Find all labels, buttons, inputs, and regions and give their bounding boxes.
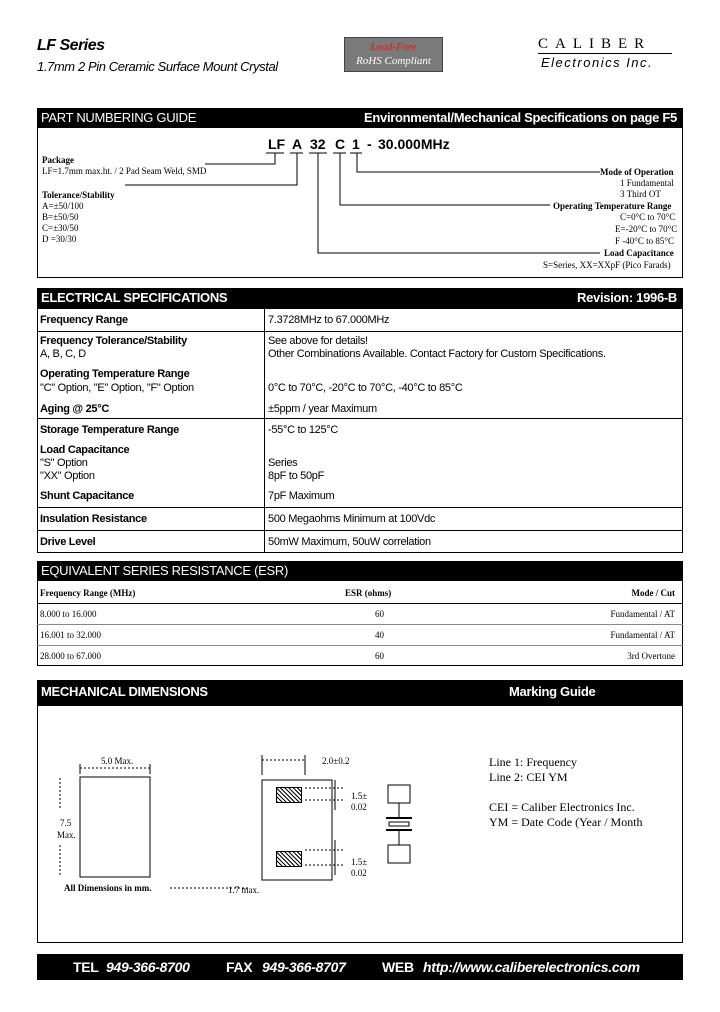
code-lf: LF xyxy=(268,136,286,152)
spec-row-insulation xyxy=(37,508,683,531)
series-subtitle: 1.7mm 2 Pin Ceramic Surface Mount Crystal xyxy=(37,59,278,74)
rohs-badge-line1: Lead-Free xyxy=(370,41,417,53)
marking-line: Line 2: CEI YM xyxy=(489,770,568,784)
dim-width: 5.0 Max. xyxy=(101,756,134,766)
spec-label: Load Capacitance xyxy=(40,444,130,456)
spec-sublabel: "C" Option, "E" Option, "F" Option xyxy=(40,382,194,394)
spec-row-drive xyxy=(37,531,683,552)
spec-label: Aging @ 25°C xyxy=(40,403,109,415)
mode-item: 3 Third OT xyxy=(620,189,661,199)
spec-value: 0°C to 70°C, -20°C to 70°C, -40°C to 85°C xyxy=(268,382,463,394)
esr-cell: 40 xyxy=(375,630,384,640)
spec-sublabel: A, B, C, D xyxy=(40,348,86,360)
package-label: Package xyxy=(42,155,74,165)
spec-value: 7.3728MHz to 67.000MHz xyxy=(268,314,390,326)
marking-title: Marking Guide xyxy=(509,684,596,699)
marking-line: YM = Date Code (Year / Month xyxy=(489,815,643,829)
dim-pad1: 1.5± xyxy=(351,791,368,801)
dim-note: All Dimensions in mm. xyxy=(64,883,152,893)
brand-logo: CALIBER xyxy=(538,36,652,52)
code-frequency: 30.000MHz xyxy=(378,136,450,152)
esr-title: EQUIVALENT SERIES RESISTANCE (ESR) xyxy=(41,563,288,578)
code-mode: C xyxy=(335,136,346,152)
table-row xyxy=(37,604,683,625)
tel-label: TEL xyxy=(73,959,99,975)
esr-bar xyxy=(37,561,683,581)
dim-pad2: 0.02 xyxy=(351,868,367,878)
fax-number: 949-366-8707 xyxy=(262,959,346,975)
footer-bar xyxy=(37,954,683,980)
dim-length: Max. xyxy=(57,830,76,840)
tolerance-item: C=±30/50 xyxy=(42,223,79,233)
code-tolerance: A xyxy=(292,136,303,152)
dim-pad1: 0.02 xyxy=(351,802,367,812)
code-load: 1 xyxy=(352,136,360,152)
pad-bottom xyxy=(276,851,302,867)
temp-label: Operating Temperature Range xyxy=(553,201,672,211)
spec-value: See above for details! xyxy=(268,335,368,347)
esr-header: Frequency Range (MHz) xyxy=(40,588,136,598)
spec-value: 500 Megaohms Minimum at 100Vdc xyxy=(268,513,436,525)
marking-line: CEI = Caliber Electronics Inc. xyxy=(489,800,635,814)
esr-header: Mode / Cut xyxy=(631,588,675,598)
series-title: LF Series xyxy=(37,37,105,54)
table-row xyxy=(37,625,683,646)
electrical-title: ELECTRICAL SPECIFICATIONS xyxy=(41,290,228,305)
table-row xyxy=(37,646,683,666)
spec-value: ±5ppm / year Maximum xyxy=(268,403,377,415)
temp-item: E=-20°C to 70°C xyxy=(615,224,678,234)
esr-cell: 60 xyxy=(375,651,384,661)
spec-value: 7pF Maximum xyxy=(268,490,335,502)
spec-label: Frequency Tolerance/Stability xyxy=(40,335,187,347)
load-label: Load Capacitance xyxy=(604,248,674,258)
brand-subtitle: Electronics Inc. xyxy=(541,55,654,70)
tolerance-item: D =30/30 xyxy=(42,234,77,244)
spec-value: -55°C to 125°C xyxy=(268,424,339,436)
pad-top xyxy=(276,787,302,803)
temp-item: F -40°C to 85°C xyxy=(615,236,674,246)
esr-cell: 16.001 to 32.000 xyxy=(40,630,102,640)
esr-cell: Fundamental / AT xyxy=(610,630,675,640)
dim-length: 7.5 xyxy=(60,818,72,828)
spec-value: Series xyxy=(268,457,298,469)
load-desc: S=Series, XX=XXpF (Pico Farads) xyxy=(543,260,671,270)
tolerance-item: B=±50/50 xyxy=(42,212,79,222)
electrical-bar xyxy=(37,288,683,309)
env-spec-note: Environmental/Mechanical Specifications on page F5 xyxy=(364,110,677,125)
spec-sublabel: "XX" Option xyxy=(40,470,95,482)
spec-value: Other Combinations Available. Contact Factory for Custom Specifications. xyxy=(268,348,606,360)
esr-header: ESR (ohms) xyxy=(345,588,392,598)
web-label: WEB xyxy=(382,959,414,975)
temp-item: C=0°C to 70°C xyxy=(620,212,676,222)
spec-label: Drive Level xyxy=(40,536,96,548)
esr-cell: 3rd Overtone xyxy=(627,651,675,661)
web-link[interactable]: http://www.caliberelectronics.com xyxy=(423,959,640,975)
spec-label: Shunt Capacitance xyxy=(40,490,134,502)
revision: Revision: 1996-B xyxy=(577,290,677,305)
mechanical-title: MECHANICAL DIMENSIONS xyxy=(41,684,208,699)
spec-row-frequency xyxy=(37,309,683,332)
tel-number: 949-366-8700 xyxy=(106,959,190,975)
rohs-badge-line2: RoHS Compliant xyxy=(356,55,431,67)
spec-value: 50mW Maximum, 50uW correlation xyxy=(268,536,431,548)
esr-header-row xyxy=(37,583,683,604)
spec-label: Frequency Range xyxy=(40,314,128,326)
tolerance-item: A=±50/100 xyxy=(42,201,84,211)
esr-cell: 28.000 to 67.000 xyxy=(40,651,102,661)
spec-row-tolerance xyxy=(37,332,683,417)
dim-pad2: 1.5± xyxy=(351,857,368,867)
mode-item: 1 Fundamental xyxy=(620,178,674,188)
spec-sublabel: "S" Option xyxy=(40,457,88,469)
tolerance-label: Tolerance/Stability xyxy=(42,190,115,200)
mode-label: Mode of Operation xyxy=(600,167,674,177)
spec-row-storage xyxy=(37,419,683,507)
esr-cell: Fundamental / AT xyxy=(610,609,675,619)
package-desc: LF=1.7mm max.ht. / 2 Pad Seam Weld, SMD xyxy=(42,166,207,176)
dim-pad: 2.0±0.2 xyxy=(322,756,350,766)
marking-line: Line 1: Frequency xyxy=(489,755,577,769)
esr-cell: 60 xyxy=(375,609,384,619)
spec-label: Insulation Resistance xyxy=(40,513,147,525)
fax-label: FAX xyxy=(226,959,253,975)
spec-label: Operating Temperature Range xyxy=(40,368,190,380)
spec-label: Storage Temperature Range xyxy=(40,424,180,436)
code-temp: 32 xyxy=(310,136,326,152)
dim-height: 1.7 max. xyxy=(228,885,260,895)
spec-value: 8pF to 50pF xyxy=(268,470,325,482)
part-numbering-title: PART NUMBERING GUIDE xyxy=(41,110,197,125)
code-dash: - xyxy=(367,136,372,152)
esr-cell: 8.000 to 16.000 xyxy=(40,609,97,619)
